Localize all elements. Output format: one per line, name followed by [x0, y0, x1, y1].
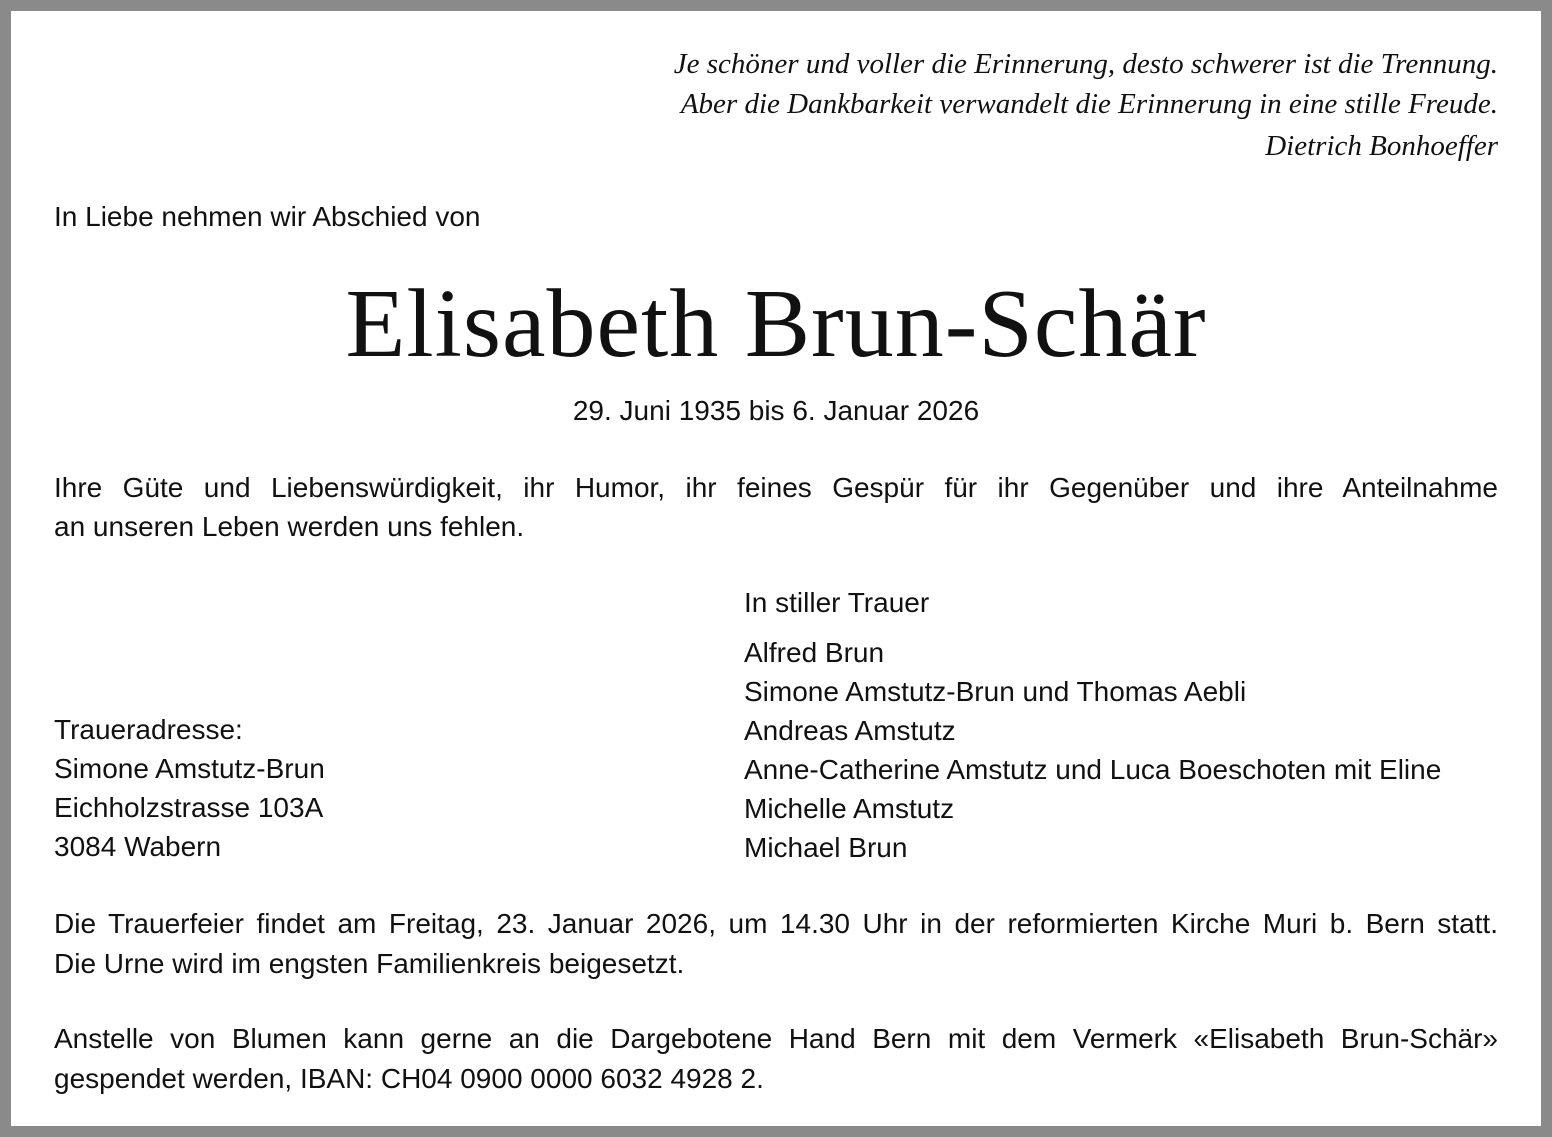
quote-line-2: Aber die Dankbarkeit verwandelt die Erinnerung in eine stille Freude.: [680, 88, 1498, 120]
ceremony-info: [54, 904, 1498, 984]
donation-line-1: Anstelle von Blumen kann gerne an die Dargebotene Hand Bern mit dem Vermerk «Elisabeth Brun-Schär»: [54, 1023, 1498, 1054]
ceremony-line-1: Die Trauerfeier findet am Freitag, 23. Januar 2026, um 14.30 Uhr in der reformierten Kirche Muri b. Bern statt.: [54, 908, 1498, 939]
mourner-name: Michael Brun: [744, 832, 908, 863]
life-dates: 29. Juni 1935 bis 6. Januar 2026: [572, 395, 980, 426]
donation-line-2: gespendet werden, IBAN: CH04 0900 0000 6032 4928 2.: [54, 1063, 764, 1094]
mourning-title: In stiller Trauer: [744, 587, 930, 618]
deceased-name: Elisabeth Brun-Schär: [345, 270, 1207, 378]
address-city: 3084 Wabern: [54, 831, 222, 862]
tribute-paragraph: [54, 468, 1498, 546]
intro-text: In Liebe nehmen wir Abschied von: [54, 201, 481, 232]
mourner-name: Simone Amstutz-Brun und Thomas Aebli: [744, 676, 1247, 707]
mourner-name: Alfred Brun: [744, 637, 885, 668]
obituary-page: [11, 11, 1541, 1126]
mourner-name: Anne-Catherine Amstutz und Luca Boeschoten mit Eline: [744, 754, 1442, 785]
quote-line-1: Je schöner und voller die Erinnerung, desto schwerer ist die Trennung.: [673, 48, 1498, 80]
donation-info: [54, 1019, 1498, 1099]
quote-author: Dietrich Bonhoeffer: [1265, 130, 1498, 162]
tribute-line-1: Ihre Güte und Liebenswürdigkeit, ihr Humor, ihr feines Gespür für ihr Gegenüber und ihre Anteilnahme: [54, 472, 1498, 503]
ceremony-line-2: Die Urne wird im engsten Familienkreis beigesetzt.: [54, 948, 685, 979]
bonhoeffer-quote: [674, 44, 1498, 166]
mourners-list: [744, 583, 1441, 867]
address-street: Eichholzstrasse 103A: [54, 792, 324, 823]
tribute-line-2: an unseren Leben werden uns fehlen.: [54, 511, 525, 542]
address-name: Simone Amstutz-Brun: [54, 753, 325, 784]
address-label: Traueradresse:: [54, 714, 243, 745]
mourner-name: Andreas Amstutz: [744, 715, 956, 746]
mourning-address: [54, 710, 325, 866]
mourner-name: Michelle Amstutz: [744, 793, 955, 824]
